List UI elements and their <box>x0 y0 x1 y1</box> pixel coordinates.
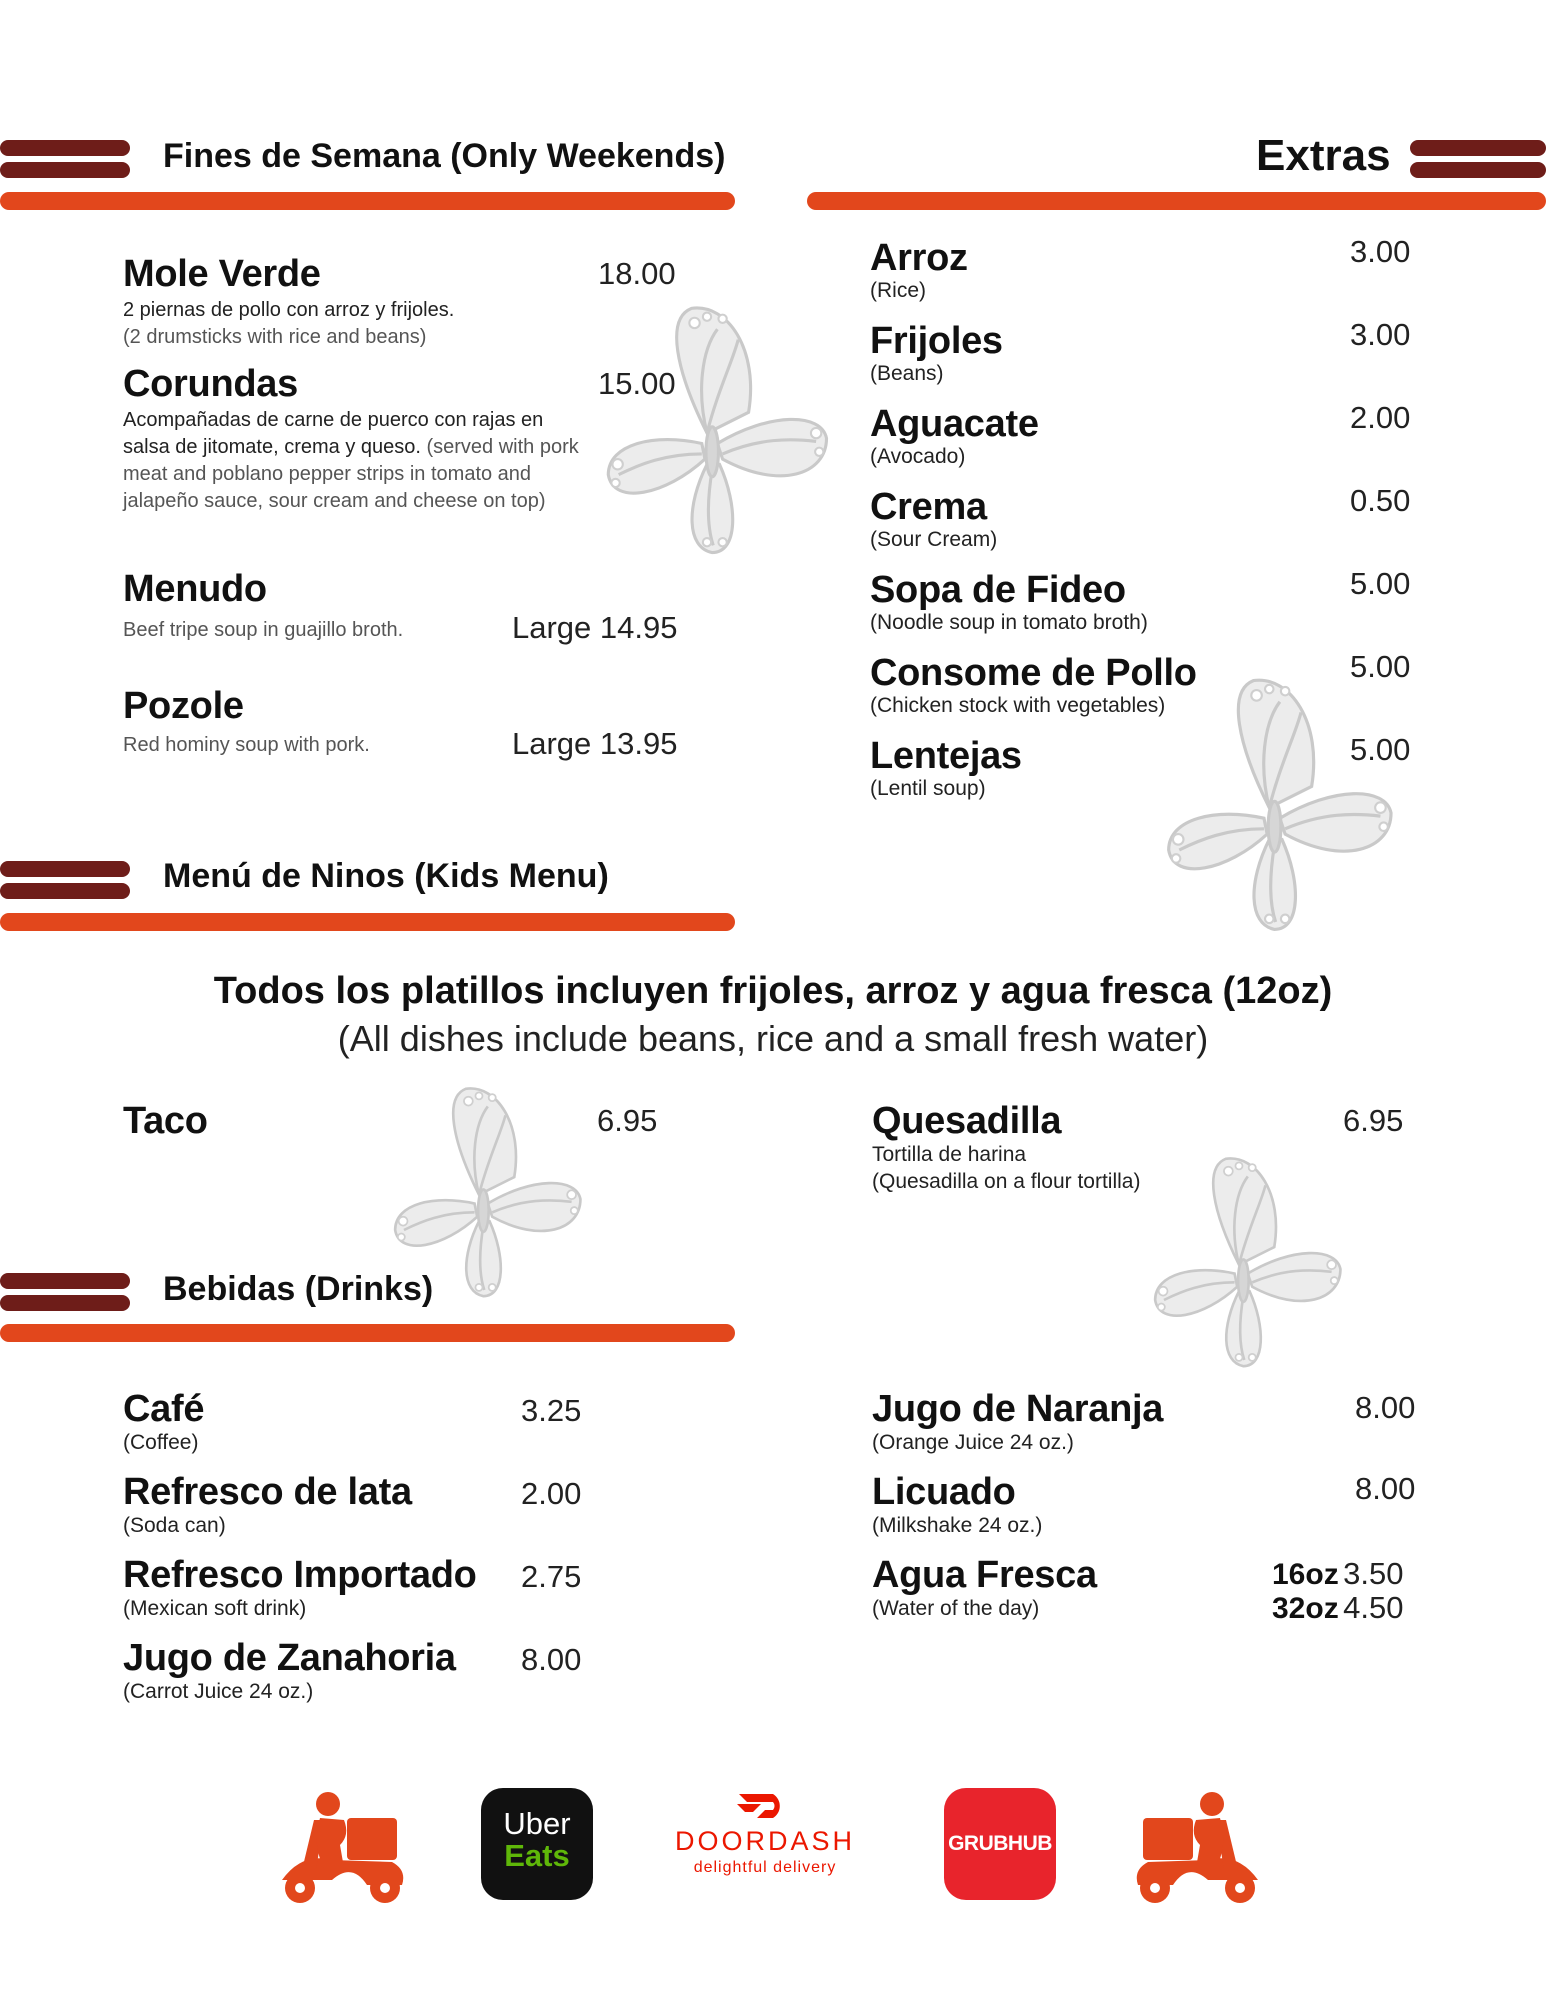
item-name: Mole Verde <box>123 253 321 295</box>
grubhub-logo <box>944 1788 1056 1900</box>
header-stripe <box>0 1273 130 1289</box>
item-name: Café <box>123 1388 205 1430</box>
item-name: Jugo de Naranja <box>872 1388 1164 1430</box>
header-divider <box>0 192 735 210</box>
header-stripe <box>0 1295 130 1311</box>
item-name: Crema <box>870 486 987 528</box>
doordash-icon <box>735 1790 795 1822</box>
item-price: 5.00 <box>1350 732 1411 767</box>
section-title-extras: Extras <box>1256 131 1391 180</box>
item-price: 6.95 <box>1343 1103 1404 1138</box>
item-subtitle: (Beans) <box>870 362 944 385</box>
kids-banner-spanish: Todos los platillos incluyen frijoles, arroz y agua fresca (12oz) <box>213 970 1333 1012</box>
item-price: 15.00 <box>598 366 676 401</box>
item-subtitle: (Sour Cream) <box>870 528 998 551</box>
uber-eats-logo <box>481 1788 593 1900</box>
item-name: Agua Fresca <box>872 1554 1097 1596</box>
doordash-tagline: delightful delivery <box>693 1859 837 1876</box>
header-divider <box>0 1324 735 1342</box>
header-stripe <box>1410 162 1546 178</box>
item-subtitle: (Chicken stock with vegetables) <box>870 694 1166 717</box>
item-name: Arroz <box>870 237 968 279</box>
item-name: Aguacate <box>870 403 1039 445</box>
item-name: Licuado <box>872 1471 1016 1513</box>
item-price: 6.95 <box>597 1103 658 1138</box>
item-price: Large 14.95 <box>512 610 678 645</box>
item-price: 3.00 <box>1350 234 1411 269</box>
item-price: 8.00 <box>521 1642 582 1677</box>
grubhub-wordmark: GRUBHUB <box>948 1832 1052 1855</box>
item-price: 3.25 <box>521 1393 582 1428</box>
header-divider <box>0 913 735 931</box>
item-name: Corundas <box>123 363 298 405</box>
item-name: Consome de Pollo <box>870 652 1197 694</box>
header-divider <box>807 192 1546 210</box>
size-label: 32oz <box>1272 1592 1339 1625</box>
item-name: Quesadilla <box>872 1100 1062 1142</box>
item-price: 4.50 <box>1343 1590 1404 1625</box>
item-price: 2.00 <box>1350 400 1411 435</box>
item-name: Menudo <box>123 568 267 610</box>
item-subtitle: (Noodle soup in tomato broth) <box>870 611 1148 634</box>
item-price: Large 13.95 <box>512 726 678 761</box>
uber-eats-logo-uber: Uber <box>503 1806 571 1841</box>
size-label: 16oz <box>1272 1558 1339 1591</box>
item-subtitle: (Soda can) <box>123 1514 226 1537</box>
header-stripe <box>0 883 130 899</box>
item-description <box>123 407 588 515</box>
header-stripe <box>0 861 130 877</box>
item-name: Frijoles <box>870 320 1003 362</box>
item-description-en: (2 drumsticks with rice and beans) <box>123 326 427 348</box>
item-subtitle: (Carrot Juice 24 oz.) <box>123 1680 314 1703</box>
size-price-row <box>1272 1556 1404 1592</box>
item-subtitle: (Coffee) <box>123 1431 199 1454</box>
butterfly-decoration <box>595 298 845 563</box>
header-stripe <box>1410 140 1546 156</box>
section-title-weekends: Fines de Semana (Only Weekends) <box>163 137 726 175</box>
item-subtitle: (Rice) <box>870 279 926 302</box>
item-name: Refresco Importado <box>123 1554 477 1596</box>
item-price: 0.50 <box>1350 483 1411 518</box>
doordash-logo <box>670 1790 860 1890</box>
item-name: Lentejas <box>870 735 1022 777</box>
size-price-row <box>1272 1590 1404 1626</box>
item-name: Pozole <box>123 685 244 727</box>
butterfly-decoration <box>1140 1150 1360 1375</box>
delivery-scooter-icon <box>1128 1790 1268 1905</box>
item-name: Refresco de lata <box>123 1471 412 1513</box>
item-name: Taco <box>123 1100 208 1142</box>
item-price: 3.50 <box>1343 1556 1404 1591</box>
item-subtitle: (Water of the day) <box>872 1597 1040 1620</box>
item-price: 2.75 <box>521 1559 582 1594</box>
delivery-scooter-icon <box>272 1790 412 1905</box>
item-subtitle: (Avocado) <box>870 445 966 468</box>
item-subtitle: Tortilla de harina <box>872 1143 1027 1166</box>
item-subtitle: (Milkshake 24 oz.) <box>872 1514 1043 1537</box>
item-description-es: 2 piernas de pollo con arroz y frijoles. <box>123 299 455 321</box>
item-price: 3.00 <box>1350 317 1411 352</box>
item-description-en: Red hominy soup with pork. <box>123 734 370 756</box>
item-subtitle: (Orange Juice 24 oz.) <box>872 1431 1074 1454</box>
item-description-en: (served with pork meat and poblano pepper strips in tomato and jalapeño sauce, sour cream and cheese on top) <box>123 436 579 512</box>
item-description-es: Acompañadas de carne de puerco con rajas en salsa de jitomate, crema y queso. <box>123 409 544 458</box>
item-price: 18.00 <box>598 256 676 291</box>
doordash-wordmark: DOORDASH <box>674 1826 855 1856</box>
section-title-drinks: Bebidas (Drinks) <box>163 1270 434 1308</box>
item-name: Jugo de Zanahoria <box>123 1637 456 1679</box>
item-price: 5.00 <box>1350 566 1411 601</box>
kids-banner-english: (All dishes include beans, rice and a small fresh water) <box>337 1018 1209 1059</box>
uber-eats-logo-eats: Eats <box>504 1838 570 1873</box>
item-price: 8.00 <box>1355 1390 1416 1425</box>
item-subtitle: (Mexican soft drink) <box>123 1597 307 1620</box>
item-name: Sopa de Fideo <box>870 569 1126 611</box>
item-price: 8.00 <box>1355 1471 1416 1506</box>
butterfly-decoration <box>1150 670 1415 940</box>
header-stripe <box>0 162 130 178</box>
header-stripe <box>0 140 130 156</box>
item-subtitle: (Quesadilla on a flour tortilla) <box>872 1170 1141 1193</box>
section-title-kids: Menú de Ninos (Kids Menu) <box>163 857 609 895</box>
item-description-en: Beef tripe soup in guajillo broth. <box>123 619 404 641</box>
item-subtitle: (Lentil soup) <box>870 777 986 800</box>
item-price: 5.00 <box>1350 649 1411 684</box>
item-price: 2.00 <box>521 1476 582 1511</box>
